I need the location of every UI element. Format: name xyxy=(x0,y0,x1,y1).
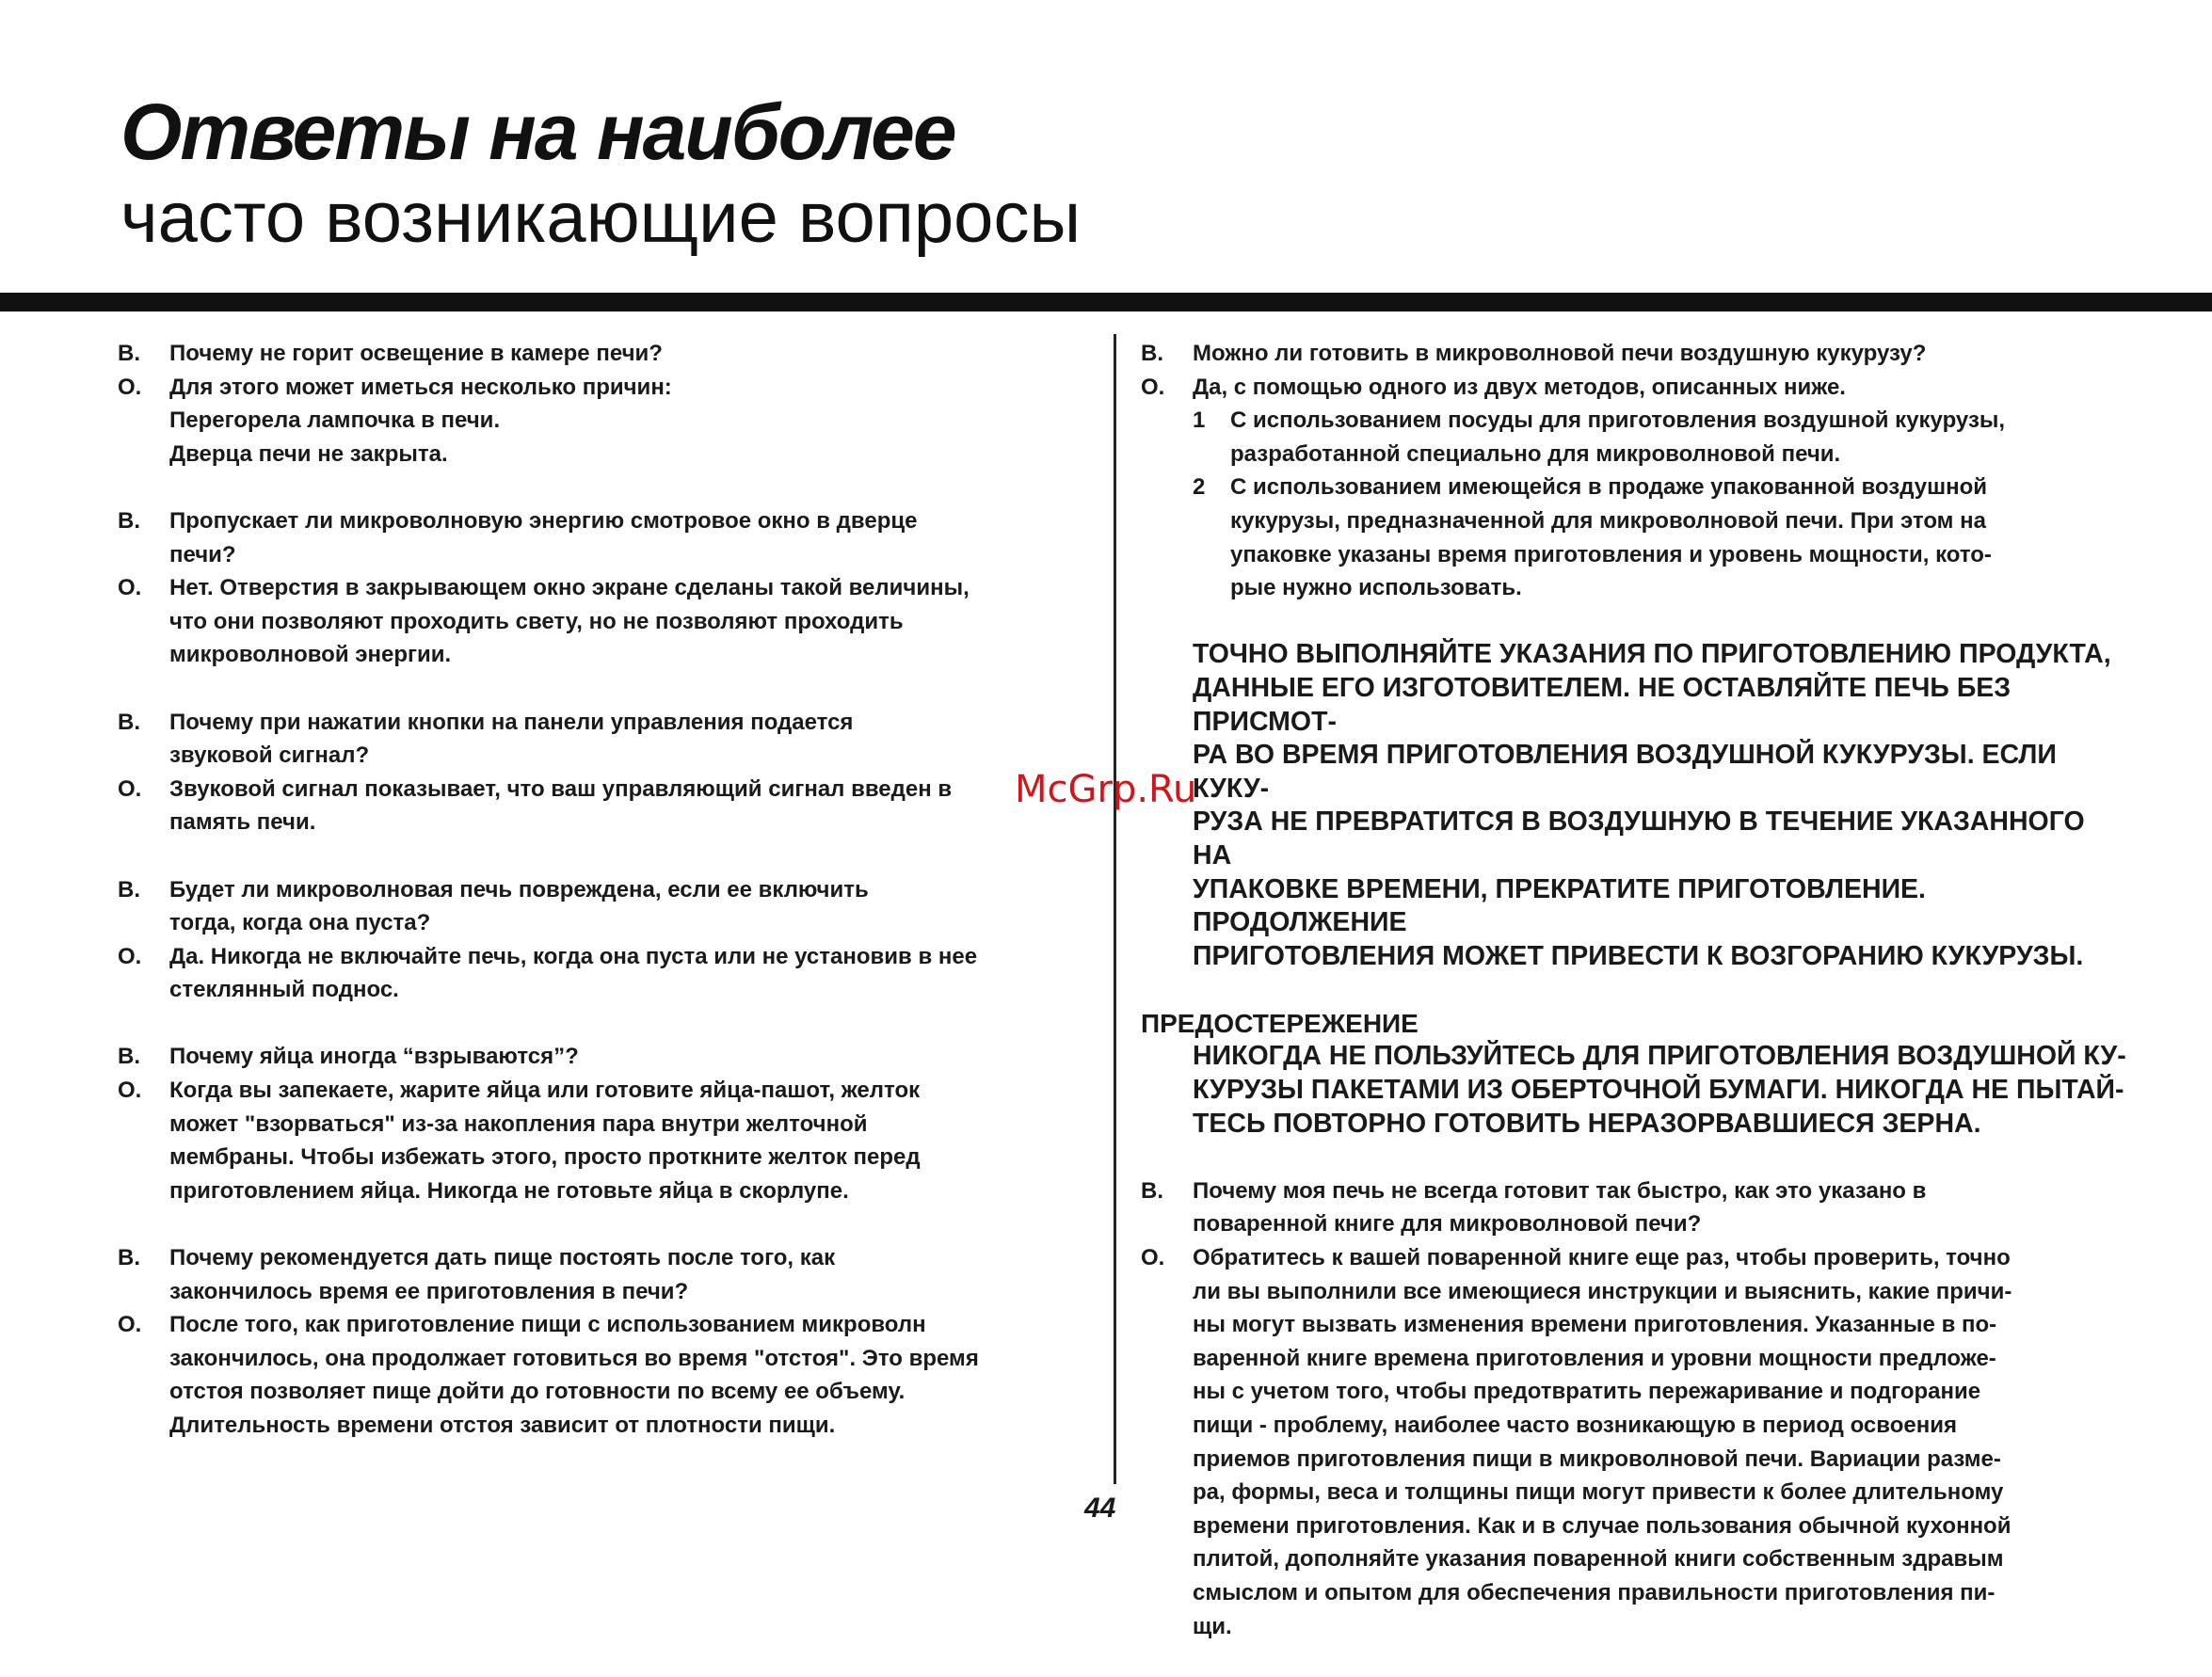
answer-marker xyxy=(118,1174,169,1208)
caps-line: ПРИГОТОВЛЕНИЯ МОЖЕТ ПРИВЕСТИ К ВОЗГОРАНИЮ КУКУРУЗЫ. xyxy=(1193,940,2084,971)
question-marker xyxy=(118,538,169,572)
answer-marker: О. xyxy=(1141,374,1165,400)
answer-marker: О. xyxy=(118,1078,142,1104)
answer-line xyxy=(118,1174,1101,1208)
answer-line xyxy=(118,1375,1101,1409)
answer-text: смыслом и опытом для обеспечения правильности приготовления пи- xyxy=(1193,1579,1996,1605)
watermark: McGrp.Ru xyxy=(1015,768,1197,811)
answer-text: приготовлением яйца. Никогда не готовьте яйца в скорлупе. xyxy=(169,1177,849,1204)
answer-marker xyxy=(1141,1409,1193,1443)
answer-text: закончилось, она продолжает готовиться во время "отстоя". Это время xyxy=(169,1345,979,1371)
answer-line xyxy=(1141,1542,2129,1576)
answer-marker xyxy=(1141,1542,1193,1576)
answer-text: времени приготовления. Как и в случае пользования обычной кухонной xyxy=(1193,1512,2012,1539)
warning-block xyxy=(1141,1007,2129,1141)
numbered-item-line xyxy=(1141,404,2129,438)
answer-text: Обратитесь к вашей поваренной книге еще раз, чтобы проверить, точно xyxy=(1193,1245,2011,1271)
answer-line xyxy=(1141,1308,2129,1342)
answer-line xyxy=(118,1108,1101,1142)
answer-text: Да. Никогда не включайте печь, когда она пуста или не установив в нее xyxy=(169,943,978,969)
answer-line xyxy=(1141,1576,2129,1610)
answer-marker: О. xyxy=(1141,1245,1165,1271)
answer-marker xyxy=(118,1108,169,1142)
question-line xyxy=(118,906,1101,940)
right-column xyxy=(1141,337,2129,1677)
question-text: печи? xyxy=(169,541,236,567)
answer-line xyxy=(118,438,1101,471)
answer-line xyxy=(1141,1342,2129,1376)
item-number xyxy=(1193,538,1230,572)
answer-marker xyxy=(1141,1308,1193,1342)
answer-text: Когда вы запекаете, жарите яйца или готовите яйца-пашот, желток xyxy=(169,1078,921,1104)
answer-line xyxy=(1141,1275,2129,1309)
numbered-item-line xyxy=(1141,504,2129,538)
item-text: рые нужно использовать. xyxy=(1230,575,1522,601)
answer-line xyxy=(118,1074,1101,1108)
answer-line xyxy=(118,806,1101,839)
question-marker: В. xyxy=(118,709,140,735)
page-number: 44 xyxy=(1084,1493,1116,1524)
warning-title: ПРЕДОСТЕРЕЖЕНИЕ xyxy=(1141,1008,1419,1038)
answer-text: пищи - проблему, наиболее часто возникающую в период освоения xyxy=(1193,1413,1957,1438)
caps-line: РУЗА НЕ ПРЕВРАТИТСЯ В ВОЗДУШНУЮ В ТЕЧЕНИЕ УКАЗАННОГО НА xyxy=(1193,807,2085,870)
answer-text: память печи. xyxy=(169,809,316,836)
answer-text: Дверца печи не закрыта. xyxy=(169,440,448,467)
answer-text: щи. xyxy=(1193,1613,1232,1639)
column-divider xyxy=(1114,334,1116,1484)
qa-block xyxy=(118,873,1101,1007)
answer-marker: О. xyxy=(118,775,142,802)
qa-block-popcorn xyxy=(1141,337,2129,605)
answer-text: варенной книге времена приготовления и уровни мощности предложе- xyxy=(1193,1345,1996,1371)
question-marker: В. xyxy=(1141,1177,1163,1204)
answer-marker xyxy=(1141,1443,1193,1477)
answer-marker: О. xyxy=(118,943,142,969)
answer-text: ны с учетом того, чтобы предотвратить пережаривание и подгорание xyxy=(1193,1379,1981,1405)
answer-marker xyxy=(1141,1576,1193,1610)
answer-marker xyxy=(1141,1476,1193,1509)
answer-marker: О. xyxy=(118,1312,142,1338)
answer-text: Нет. Отверстия в закрывающем окно экране сделаны такой величины, xyxy=(169,575,970,601)
answer-line xyxy=(118,973,1101,1007)
answer-line xyxy=(118,404,1101,438)
caps-line: ДАННЫЕ ЕГО ИЗГОТОВИТЕЛЕМ. НЕ ОСТАВЛЯЙТЕ ПЕЧЬ БЕЗ ПРИСМОТ- xyxy=(1193,672,2012,737)
answer-marker xyxy=(118,973,169,1007)
answer-line xyxy=(118,1409,1101,1443)
question-marker: В. xyxy=(118,507,140,534)
question-line xyxy=(118,504,1101,538)
warning-line: ТЕСЬ ПОВТОРНО ГОТОВИТЬ НЕРАЗОРВАВШИЕСЯ ЗЕРНА. xyxy=(1193,1108,1981,1139)
answer-marker xyxy=(118,1375,169,1409)
qa-block xyxy=(118,1040,1101,1207)
caps-line: УПАКОВКЕ ВРЕМЕНИ, ПРЕКРАТИТЕ ПРИГОТОВЛЕНИЕ. ПРОДОЛЖЕНИЕ xyxy=(1193,873,1926,938)
qa-block xyxy=(118,1241,1101,1443)
answer-line xyxy=(118,571,1101,605)
question-line xyxy=(118,337,1101,371)
item-text: С использованием имеющейся в продаже упакованной воздушной xyxy=(1230,474,1987,501)
question-text: Почему яйца иногда “взрываются”? xyxy=(169,1044,579,1070)
question-marker: В. xyxy=(118,1245,140,1271)
question-line xyxy=(118,538,1101,572)
question-text: поваренной книге для микроволновой печи? xyxy=(1193,1211,1702,1238)
numbered-item-line xyxy=(1141,438,2129,471)
numbered-item-line xyxy=(1141,571,2129,605)
question-text: Почему моя печь не всегда готовит так быстро, как это указано в xyxy=(1193,1177,1927,1204)
item-text: упаковке указаны время приготовления и уровень мощности, кото- xyxy=(1230,541,1992,567)
question-marker xyxy=(118,739,169,773)
question-text: Будет ли микроволновая печь повреждена, если ее включить xyxy=(169,876,869,902)
question-text: Почему при нажатии кнопки на панели управления подается xyxy=(169,709,854,735)
question-marker: В. xyxy=(1141,341,1163,366)
left-column xyxy=(118,337,1101,1476)
answer-marker xyxy=(118,438,169,471)
answer-text: что они позволяют проходить свету, но не позволяют проходить xyxy=(169,608,904,634)
question-line xyxy=(1141,1207,2129,1241)
answer-line xyxy=(118,1342,1101,1376)
question-line xyxy=(1141,1174,2129,1208)
question-line xyxy=(118,739,1101,773)
answer-line xyxy=(118,605,1101,639)
question-line xyxy=(118,873,1101,907)
question-line xyxy=(1141,337,2129,371)
answer-marker xyxy=(1141,1342,1193,1376)
item-number: 1 xyxy=(1193,407,1206,434)
answer-line xyxy=(1141,1409,2129,1443)
question-text: Пропускает ли микроволновую энергию смотровое окно в дверце xyxy=(169,507,918,534)
answer-line xyxy=(118,638,1101,672)
question-marker: В. xyxy=(118,341,140,366)
answer-marker xyxy=(118,638,169,672)
item-number xyxy=(1193,438,1230,471)
question-marker xyxy=(1141,1207,1193,1241)
answer-line xyxy=(1141,1375,2129,1409)
question-text: тогда, когда она пуста? xyxy=(169,910,431,936)
numbered-item-line xyxy=(1141,471,2129,504)
answer-marker xyxy=(118,1141,169,1174)
warning-line: КУРУЗЫ ПАКЕТАМИ ИЗ ОБЕРТОЧНОЙ БУМАГИ. НИКОГДА НЕ ПЫТАЙ- xyxy=(1193,1075,2124,1106)
answer-marker xyxy=(118,605,169,639)
answer-text: ны могут вызвать изменения времени приготовления. Указанные в по- xyxy=(1193,1312,1997,1338)
item-number: 2 xyxy=(1193,474,1206,501)
question-marker xyxy=(118,1275,169,1309)
question-marker: В. xyxy=(118,876,140,902)
answer-text: Длительность времени отстоя зависит от плотности пищи. xyxy=(169,1413,836,1438)
answer-line xyxy=(1141,371,2129,405)
answer-marker xyxy=(1141,1275,1193,1309)
answer-line xyxy=(1141,1443,2129,1477)
qa-block xyxy=(118,706,1101,839)
question-line xyxy=(118,1275,1101,1309)
question-marker xyxy=(118,906,169,940)
caps-paragraph xyxy=(1141,638,2129,973)
numbered-item-line xyxy=(1141,538,2129,572)
item-text: кукурузы, предназначенной для микроволновой печи. При этом на xyxy=(1230,507,1986,534)
answer-marker xyxy=(1141,1610,1193,1644)
answer-line xyxy=(118,1308,1101,1342)
answer-text: микроволновой энергии. xyxy=(169,642,452,668)
answer-marker xyxy=(118,806,169,839)
answer-marker xyxy=(1141,1375,1193,1409)
answer-text: стеклянный поднос. xyxy=(169,977,399,1003)
answer-marker xyxy=(1141,1509,1193,1543)
answer-marker: О. xyxy=(118,575,142,601)
answer-marker xyxy=(118,404,169,438)
caps-line: РА ВО ВРЕМЯ ПРИГОТОВЛЕНИЯ ВОЗДУШНОЙ КУКУРУЗЫ. ЕСЛИ КУКУ- xyxy=(1193,740,2057,804)
warning-text xyxy=(1141,1040,2129,1141)
answer-text: может "взорваться" из-за накопления пара внутри желточной xyxy=(169,1110,868,1137)
qa-block xyxy=(118,504,1101,672)
warning-line: НИКОГДА НЕ ПОЛЬЗУЙТЕСЬ ДЛЯ ПРИГОТОВЛЕНИЯ ВОЗДУШНОЙ КУ- xyxy=(1193,1041,2126,1072)
answer-marker xyxy=(118,1409,169,1443)
answer-line xyxy=(1141,1610,2129,1644)
answer-text: После того, как приготовление пищи с использованием микроволн xyxy=(169,1312,926,1338)
question-line xyxy=(118,1241,1101,1275)
answer-line xyxy=(118,940,1101,974)
question-text: Почему рекомендуется дать пище постоять после того, как xyxy=(169,1245,836,1271)
question-marker: В. xyxy=(118,1044,140,1070)
answer-line xyxy=(118,1141,1101,1174)
question-line xyxy=(118,706,1101,740)
answer-line xyxy=(1141,1509,2129,1543)
question-line xyxy=(118,1040,1101,1074)
question-text: Можно ли готовить в микроволновой печи воздушную кукурузу? xyxy=(1193,341,1927,366)
answer-text: отстоя позволяет пище дойти до готовности по всему ее объему. xyxy=(169,1379,906,1405)
answer-marker: О. xyxy=(118,374,142,400)
answer-line xyxy=(118,371,1101,405)
question-text: Почему не горит освещение в камере печи? xyxy=(169,341,663,366)
answer-text: Звуковой сигнал показывает, что ваш управляющий сигнал введен в xyxy=(169,775,953,802)
answer-text: приемов приготовления пищи в микроволновой печи. Вариации разме- xyxy=(1193,1445,2001,1472)
header-rule xyxy=(0,293,2212,311)
qa-block-cookbook xyxy=(1141,1174,2129,1643)
answer-marker xyxy=(118,1342,169,1376)
answer-text: Перегорела лампочка в печи. xyxy=(169,407,501,434)
answer-text: плитой, дополняйте указания поваренной книги собственным здравым xyxy=(1193,1546,2004,1573)
page-title-line1: Ответы на наиболее xyxy=(120,88,955,176)
qa-block xyxy=(118,337,1101,471)
answer-line xyxy=(118,773,1101,807)
answer-line xyxy=(1141,1476,2129,1509)
answer-text: ра, формы, веса и толщины пищи могут привести к более длительному xyxy=(1193,1479,2004,1506)
answer-text: Да, с помощью одного из двух методов, описанных ниже. xyxy=(1193,374,1846,400)
caps-line: ТОЧНО ВЫПОЛНЯЙТЕ УКАЗАНИЯ ПО ПРИГОТОВЛЕНИЮ ПРОДУКТА, xyxy=(1193,639,2111,670)
answer-text: Для этого может иметься несколько причин: xyxy=(169,374,672,400)
answer-text: ли вы выполнили все имеющиеся инструкции и выяснить, какие причи- xyxy=(1193,1278,2012,1304)
item-number xyxy=(1193,504,1230,538)
item-text: С использованием посуды для приготовления воздушной кукурузы, xyxy=(1230,407,2006,434)
answer-line xyxy=(1141,1241,2129,1275)
question-text: звуковой сигнал? xyxy=(169,743,370,769)
item-text: разработанной специально для микроволновой печи. xyxy=(1230,440,1841,467)
answer-text: мембраны. Чтобы избежать этого, просто проткните желток перед xyxy=(169,1144,921,1171)
item-number xyxy=(1193,571,1230,605)
question-text: закончилось время ее приготовления в печи? xyxy=(169,1278,689,1304)
page-title-line2: часто возникающие вопросы xyxy=(120,178,1082,258)
